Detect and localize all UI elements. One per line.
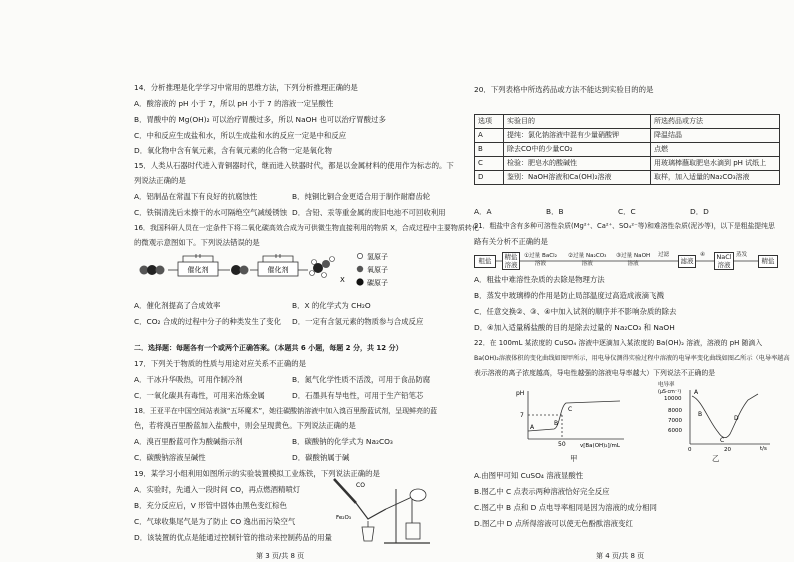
flow-step-filtrate: 滤液	[678, 255, 696, 268]
chart-yi-ylabel: 电导率	[658, 382, 675, 388]
balloon-icon	[410, 489, 426, 501]
q17-option-b: B．氮气化学性质不活泼，可用于食品防腐	[292, 375, 431, 384]
q18-option-c: C．碳酸钠溶液呈碱性	[134, 453, 206, 462]
co-molecule	[231, 265, 249, 275]
q17-option-a: A．干冰升华吸热，可用作制冷剂	[134, 375, 243, 384]
chart-jia-point-c: C	[568, 406, 573, 413]
flow-step-solution: 精盐 溶液	[502, 252, 520, 270]
co-label: CO	[356, 482, 365, 489]
q14-stem: 14．分析推理是化学学习中常用的思维方法，下列分析推理正确的是	[134, 83, 358, 92]
table-cell: 点燃	[651, 143, 780, 157]
chart-yi-ytick-6000: 6000	[668, 428, 682, 434]
table-cell: D	[475, 171, 504, 185]
v-tube-icon	[356, 503, 386, 519]
q14-option-a: A．酸溶液的 pH 小于 7，所以 pH 小于 7 的溶液一定呈酸性	[134, 99, 334, 108]
chart-jia-caption: 甲	[570, 454, 578, 463]
q16-option-d: D．一定有含氢元素的物质参与合成反应	[292, 317, 424, 326]
q17-option-d: D．石墨具有导电性，可用于生产铅笔芯	[292, 391, 424, 400]
flow-arrows	[474, 251, 780, 273]
chart-jia-point-a: A	[530, 424, 535, 431]
q20-option-d: D．D	[690, 207, 709, 216]
x-label: X	[340, 276, 345, 284]
flow-step-na2co3: ②过量 Na₂CO₃ 溶液	[568, 253, 607, 267]
flow-step-crude-salt: 粗盐	[474, 255, 496, 268]
table-header-row	[475, 115, 780, 129]
page-footer-left: 第 3 页/共 8 页	[256, 552, 305, 560]
flow-step-4: ④	[700, 252, 706, 258]
chart-jia-xlabel: v[Ba(OH)₂]/mL	[580, 443, 620, 449]
q22-stem-line3: 表示溶液的离子浓度越高，导电性越强的溶液电导率越大）下列说法不正确的是	[474, 369, 716, 377]
q14-option-b: B．胃酸中的 Mg(OH)₂ 可以治疗胃酸过多，所以 NaOH 也可以治疗胃酸过多	[134, 115, 386, 124]
chart-yi-ytick-10000: 10000	[664, 396, 682, 402]
chart-yi-ytick-8000: 8000	[668, 408, 682, 414]
q15-stem-line1: 15．人类从石器时代进入青铜器时代，继而进入铁器时代，都是以金属材料的使用作为标志的。下	[134, 161, 454, 170]
q20-option-b: B．B	[546, 207, 564, 216]
chart-yi-point-a: A	[694, 389, 699, 396]
q20-table	[474, 114, 780, 185]
q21-flow-chart	[474, 251, 780, 273]
chart-jia-point-b: B	[554, 420, 559, 427]
q21-option-a: A．粗盐中难溶性杂质的去除是物理方法	[474, 275, 605, 284]
flow-step-nacl: NaCl 溶液	[714, 252, 734, 270]
q15-option-c: C．铁锅清洗后未擦干的水可隔绝空气减缓锈蚀	[134, 208, 287, 217]
flow-step-naoh: ③过量 NaOH 溶液	[616, 253, 651, 267]
q16-stem-line2: 的微观示意图如下。下列说法错误的是	[134, 238, 260, 247]
table-header-cell: 实验目的	[504, 115, 651, 129]
q16-option-c: C．CO₂ 合成的过程中分子的种类发生了变化	[134, 317, 282, 326]
q19-stem: 19．某学习小组利用如图所示的实验装置模拟工业炼铁，下列说法正确的是	[134, 469, 380, 478]
table-cell: 取样，加入适量的Na₂CO₃溶液	[651, 171, 780, 185]
q22-chart-jia	[514, 387, 634, 451]
chart-yi-xunit: t/s	[760, 446, 767, 452]
flow-step-evaporate: 蒸发	[736, 252, 748, 258]
syringe-icon	[334, 479, 356, 503]
q21-option-d: D．④加入适量稀盐酸的目的是除去过量的 Na₂CO₃ 和 NaOH	[474, 323, 675, 332]
page-footer-right: 第 4 页/共 8 页	[596, 552, 645, 560]
q19-option-c: C．气球收集尾气是为了防止 CO 逸出而污染空气	[134, 517, 296, 526]
q19-apparatus-diagram	[326, 475, 436, 547]
chart-yi-point-b: B	[698, 411, 703, 418]
table-cell: A	[475, 129, 504, 143]
table-row	[475, 157, 780, 171]
legend-oxygen: 氧原子	[367, 266, 388, 274]
q16-stem-line1: 16．我国科研人员在一定条件下将二氧化碳高效合成为可供微生物直接利用的物质 X，合成过程中主要物质转化	[134, 224, 479, 232]
q22-option-b: B.图乙中 C 点表示两种溶液恰好完全反应	[474, 487, 610, 496]
section-2-heading: 二．选择题：每题各有一个或两个正确答案。（本题共 6 小题，每题 2 分，共 12 分）	[134, 344, 403, 352]
q22-stem-line1: 22．在 100mL 某浓度的 CuSO₄ 溶液中逐滴加入某浓度的 Ba(OH)₂ 溶液，溶液的 pH 随滴入	[474, 339, 763, 347]
legend-hydrogen: 氢原子	[367, 253, 388, 261]
q18-stem-line2: 色，若将溴百里酚蓝加入盐酸中，则会呈现黄色。下列说法正确的是	[134, 421, 356, 430]
co2-molecule	[140, 265, 165, 275]
table-cell: 提纯：氯化钠溶液中混有少量硝酸钾	[504, 129, 651, 143]
flow-step-refined-salt: 精盐	[758, 255, 778, 268]
flow-step-bacl2: ①过量 BaCl₂ 溶液	[524, 253, 557, 267]
q22-option-d: D.图乙中 D 点所得溶液可以使无色酚酞溶液变红	[474, 519, 633, 528]
chart-jia-tick-50: 50	[558, 441, 566, 448]
table-header-cell: 所选药品或方法	[651, 115, 780, 129]
q15-option-d: D．含铅、汞等重金属的废旧电池不可回收利用	[292, 208, 446, 217]
q15-option-a: A．铝制品在常温下有良好的抗腐蚀性	[134, 192, 258, 201]
chart-yi-caption: 乙	[712, 454, 720, 463]
q20-option-a: A．A	[474, 207, 492, 216]
q16-reaction-diagram	[138, 250, 356, 290]
table-row	[475, 171, 780, 185]
chart-yi-xtick-0: 0	[688, 447, 692, 453]
oxygen-atom-icon	[357, 266, 363, 272]
q16-option-a: A．催化剂提高了合成效率	[134, 301, 221, 310]
q16-option-b: B．X 的化学式为 CH₂O	[292, 301, 371, 310]
q21-option-c: C．任意交换②、③、④中加入试剂的顺序并不影响杂质的除去	[474, 307, 677, 316]
q16-legend	[356, 250, 426, 290]
table-cell: C	[475, 157, 504, 171]
chart-jia-ylabel: pH	[516, 390, 525, 397]
q14-option-d: D．氧化物中含有氧元素，含有氧元素的化合物一定是氧化物	[134, 146, 332, 155]
table-cell: 鉴别：NaOH溶液和Ca(OH)₂溶液	[504, 171, 651, 185]
chart-yi-ytick-7000: 7000	[668, 418, 682, 424]
q18-option-b: B．碳酸钠的化学式为 Na₂CO₃	[292, 437, 393, 446]
q22-chart-yi	[658, 380, 778, 454]
q21-stem-line2: 路有关分析不正确的是	[474, 237, 548, 246]
ph-curve	[528, 401, 620, 431]
q21-option-b: B．蒸发中玻璃棒的作用是防止局部温度过高造成液滴飞溅	[474, 291, 664, 300]
carbon-atom-icon	[356, 278, 363, 285]
q19-option-b: B．充分反应后，V 形管中固体由黑色变红棕色	[134, 501, 287, 510]
table-cell: 除去CO中的少量CO₂	[504, 143, 651, 157]
q17-option-c: C．一氧化碳具有毒性，可用来冶炼金属	[134, 391, 265, 400]
table-row	[475, 129, 780, 143]
fe2o3-label: Fe₂O₃	[336, 515, 351, 521]
q21-stem-line1: 21．粗盐中含有多种可溶性杂质(Mg²⁺、Ca²⁺、SO₄²⁻等)和难溶性杂质(泥沙等)，以下是粗盐提纯思	[474, 222, 775, 230]
q22-stem-line2: Ba(OH)₂溶液体积的变化曲线如图甲所示，用电导仪测得实验过程中溶液的电导率变化曲线如图乙所示（电导率越高	[474, 355, 790, 362]
legend-carbon: 碳原子	[367, 279, 388, 287]
chart-jia-tick-7: 7	[520, 412, 524, 419]
chart-yi-point-d: D	[734, 415, 739, 422]
q20-stem: 20．下列表格中所选药品或方法不能达到实验目的的是	[474, 85, 654, 94]
q19-option-d: D．该装置的优点是能通过控制针管的推动来控制药品的用量	[134, 533, 332, 542]
chart-yi-point-c: C	[720, 437, 725, 444]
catalyst-label-2: 催化剂	[267, 266, 289, 274]
q18-option-d: D．碳酸钠属于碱	[292, 453, 350, 462]
table-row	[475, 143, 780, 157]
q19-option-a: A．实验时，先通入一段时间 CO，再点燃酒精喷灯	[134, 485, 301, 494]
q22-option-c: C.图乙中 B 点和 D 点电导率相同是因为溶液的成分相同	[474, 503, 657, 512]
table-cell: 检验：肥皂水的酸碱性	[504, 157, 651, 171]
q14-option-c: C．中和反应生成盐和水，所以生成盐和水的反应一定是中和反应	[134, 131, 347, 140]
chart-yi-ylabel-unit: (μS·cm⁻¹)	[658, 390, 682, 395]
q17-stem: 17．下列关于物质的性质与用途对应关系不正确的是	[134, 359, 307, 368]
q18-stem-line1: 18．王亚平在中国空间站表演“五环魔术”，她往碳酸钠溶液中加入溴百里酚蓝试剂，呈现鲜亮的蓝	[134, 407, 438, 415]
q15-option-b: B．纯铜比铜合金更适合用于制作耐磨齿轮	[292, 192, 431, 201]
hydrogen-atom-icon	[357, 253, 362, 258]
table-header-cell: 选项	[475, 115, 504, 129]
table-cell: B	[475, 143, 504, 157]
table-cell: 降温结晶	[651, 129, 780, 143]
q20-option-c: C．C	[618, 207, 636, 216]
q15-stem-line2: 列说法正确的是	[134, 176, 186, 185]
q18-option-a: A．溴百里酚蓝可作为酸碱指示剂	[134, 437, 243, 446]
flow-step-filter: 过滤	[658, 252, 670, 258]
catalyst-label-1: 催化剂	[187, 266, 209, 274]
table-cell: 用玻璃棒蘸取肥皂水滴到 pH 试纸上	[651, 157, 780, 171]
burner-icon	[362, 527, 374, 541]
q22-option-a: A.由图甲可知 CuSO₄ 溶液显酸性	[474, 471, 584, 480]
chart-yi-xtick-20: 20	[724, 447, 731, 453]
x-molecule	[310, 257, 335, 278]
